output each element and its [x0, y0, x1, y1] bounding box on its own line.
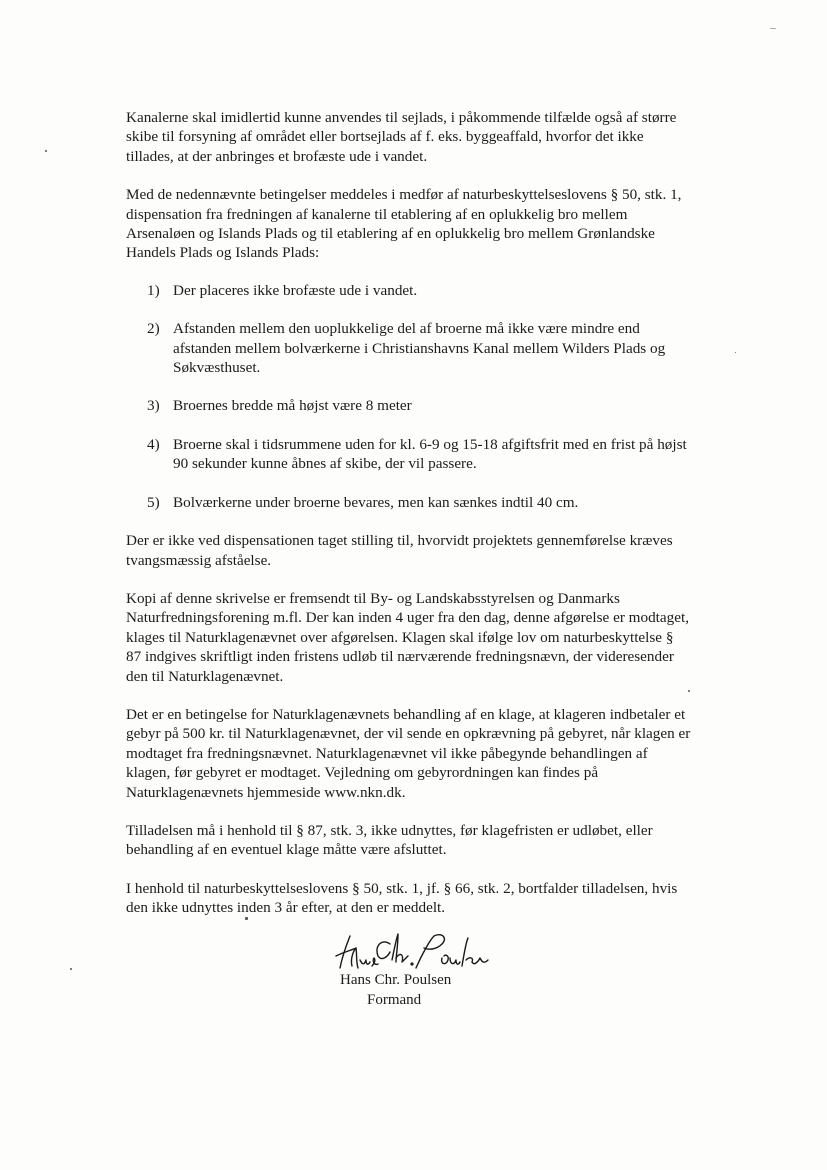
scan-speck: [45, 150, 47, 152]
condition-text: Afstanden mellem den uoplukkelige del af broerne må ikke være mindre end afstanden mellem bolværkerne i Christianshavns Kanal mellem Wilders Plads og Søkvæsthuset.: [173, 320, 666, 377]
letter-body: [126, 108, 691, 937]
condition-number: 2): [147, 320, 160, 338]
scan-speck: [70, 968, 72, 970]
conditions-list: [126, 281, 691, 512]
signatory-title: Formand: [367, 992, 422, 1008]
paragraph-dispensation: Med de nedennævnte betingelser meddeles i medfør af naturbeskyttelseslovens § 50, stk. 1, dispensation fra fredningen af kanalerne til etablering af en oplukkelig bro mellem Arsenaløen og Islands Plads og til etablering af en oplukkelig bro mellem Grønlandske Handels Plads og Islands Plads:: [126, 186, 682, 262]
paragraph-expiry: I henhold til naturbeskyttelseslovens § 50, stk. 1, jf. § 66, stk. 2, bortfalder tilladelsen, hvis den ikke udnyttes inden 3 år efter, at den er meddelt.: [126, 879, 678, 917]
signature-drawing: [330, 930, 490, 974]
handwritten-signature: [330, 930, 490, 974]
paragraph-usage-restriction: Tilladelsen må i henhold til § 87, stk. 3, ikke udnyttes, før klagefristen er udløbet, eller behandling af en eventuel klage måtte være afsluttet.: [126, 821, 653, 859]
condition-item: [126, 435, 691, 474]
condition-text: Broerne skal i tidsrummene uden for kl. 6-9 og 15-18 afgiftsfrit med en frist på højst 90 sekunder kunne åbnes af skibe, der vil passere.: [173, 435, 687, 473]
scan-speck: [770, 28, 776, 29]
signatory-name: Hans Chr. Poulsen: [340, 972, 452, 988]
condition-item: [126, 281, 691, 300]
paragraph-expropriation: Der er ikke ved dispensationen taget stilling til, hvorvidt projektets gennemførelse kræves tvangsmæssig afståelse.: [126, 532, 673, 569]
paragraph-canals-usage: Kanalerne skal imidlertid kunne anvendes til sejlads, i påkommende tilfælde også af større skibe til forsyning af området eller bortsejlads af f. eks. byggeaffald, hvorfor det ikke tillades, at der anbringes et brofæste ude i vandet.: [126, 109, 677, 165]
condition-item: [126, 319, 691, 377]
paragraph-fee: Det er en betingelse for Naturklagenævnets behandling af en klage, at klageren indbetaler et gebyr på 500 kr. til Naturklagenævnet, der vil sende en opkrævning på gebyret, når klagen er modtaget fra fredningsnævnet. Naturklagenævnet vil ikke påbegynde behandlingen af klagen, før gebyret er modtaget. Vejledning om gebyrordningen kan findes på Naturklagenævnets hjemmeside www.nkn.dk.: [126, 705, 691, 801]
condition-number: 4): [147, 435, 160, 453]
condition-number: 5): [147, 493, 160, 511]
condition-number: 1): [147, 281, 160, 299]
condition-text: Broernes bredde må højst være 8 meter: [173, 397, 412, 415]
condition-text: Der placeres ikke brofæste ude i vandet.: [173, 281, 418, 299]
paragraph-appeal: Kopi af denne skrivelse er fremsendt til By- og Landskabsstyrelsen og Danmarks Naturfredningsforening m.fl. Der kan inden 4 uger fra den dag, denne afgørelse er modtaget, klages til Naturklagenævnet over afgørelsen. Klagen skal ifølge lov om naturbeskyttelse § 87 indgives skriftligt inden fristens udløb til nærværende fredningsnævn, der videresender den til Naturklagenævnet.: [126, 589, 689, 685]
condition-number: 3): [147, 397, 160, 415]
condition-item: [126, 396, 691, 415]
condition-text: Bolværkerne under broerne bevares, men kan sænkes indtil 40 cm.: [173, 493, 579, 511]
condition-item: [126, 493, 691, 512]
scan-speck: [735, 352, 736, 353]
